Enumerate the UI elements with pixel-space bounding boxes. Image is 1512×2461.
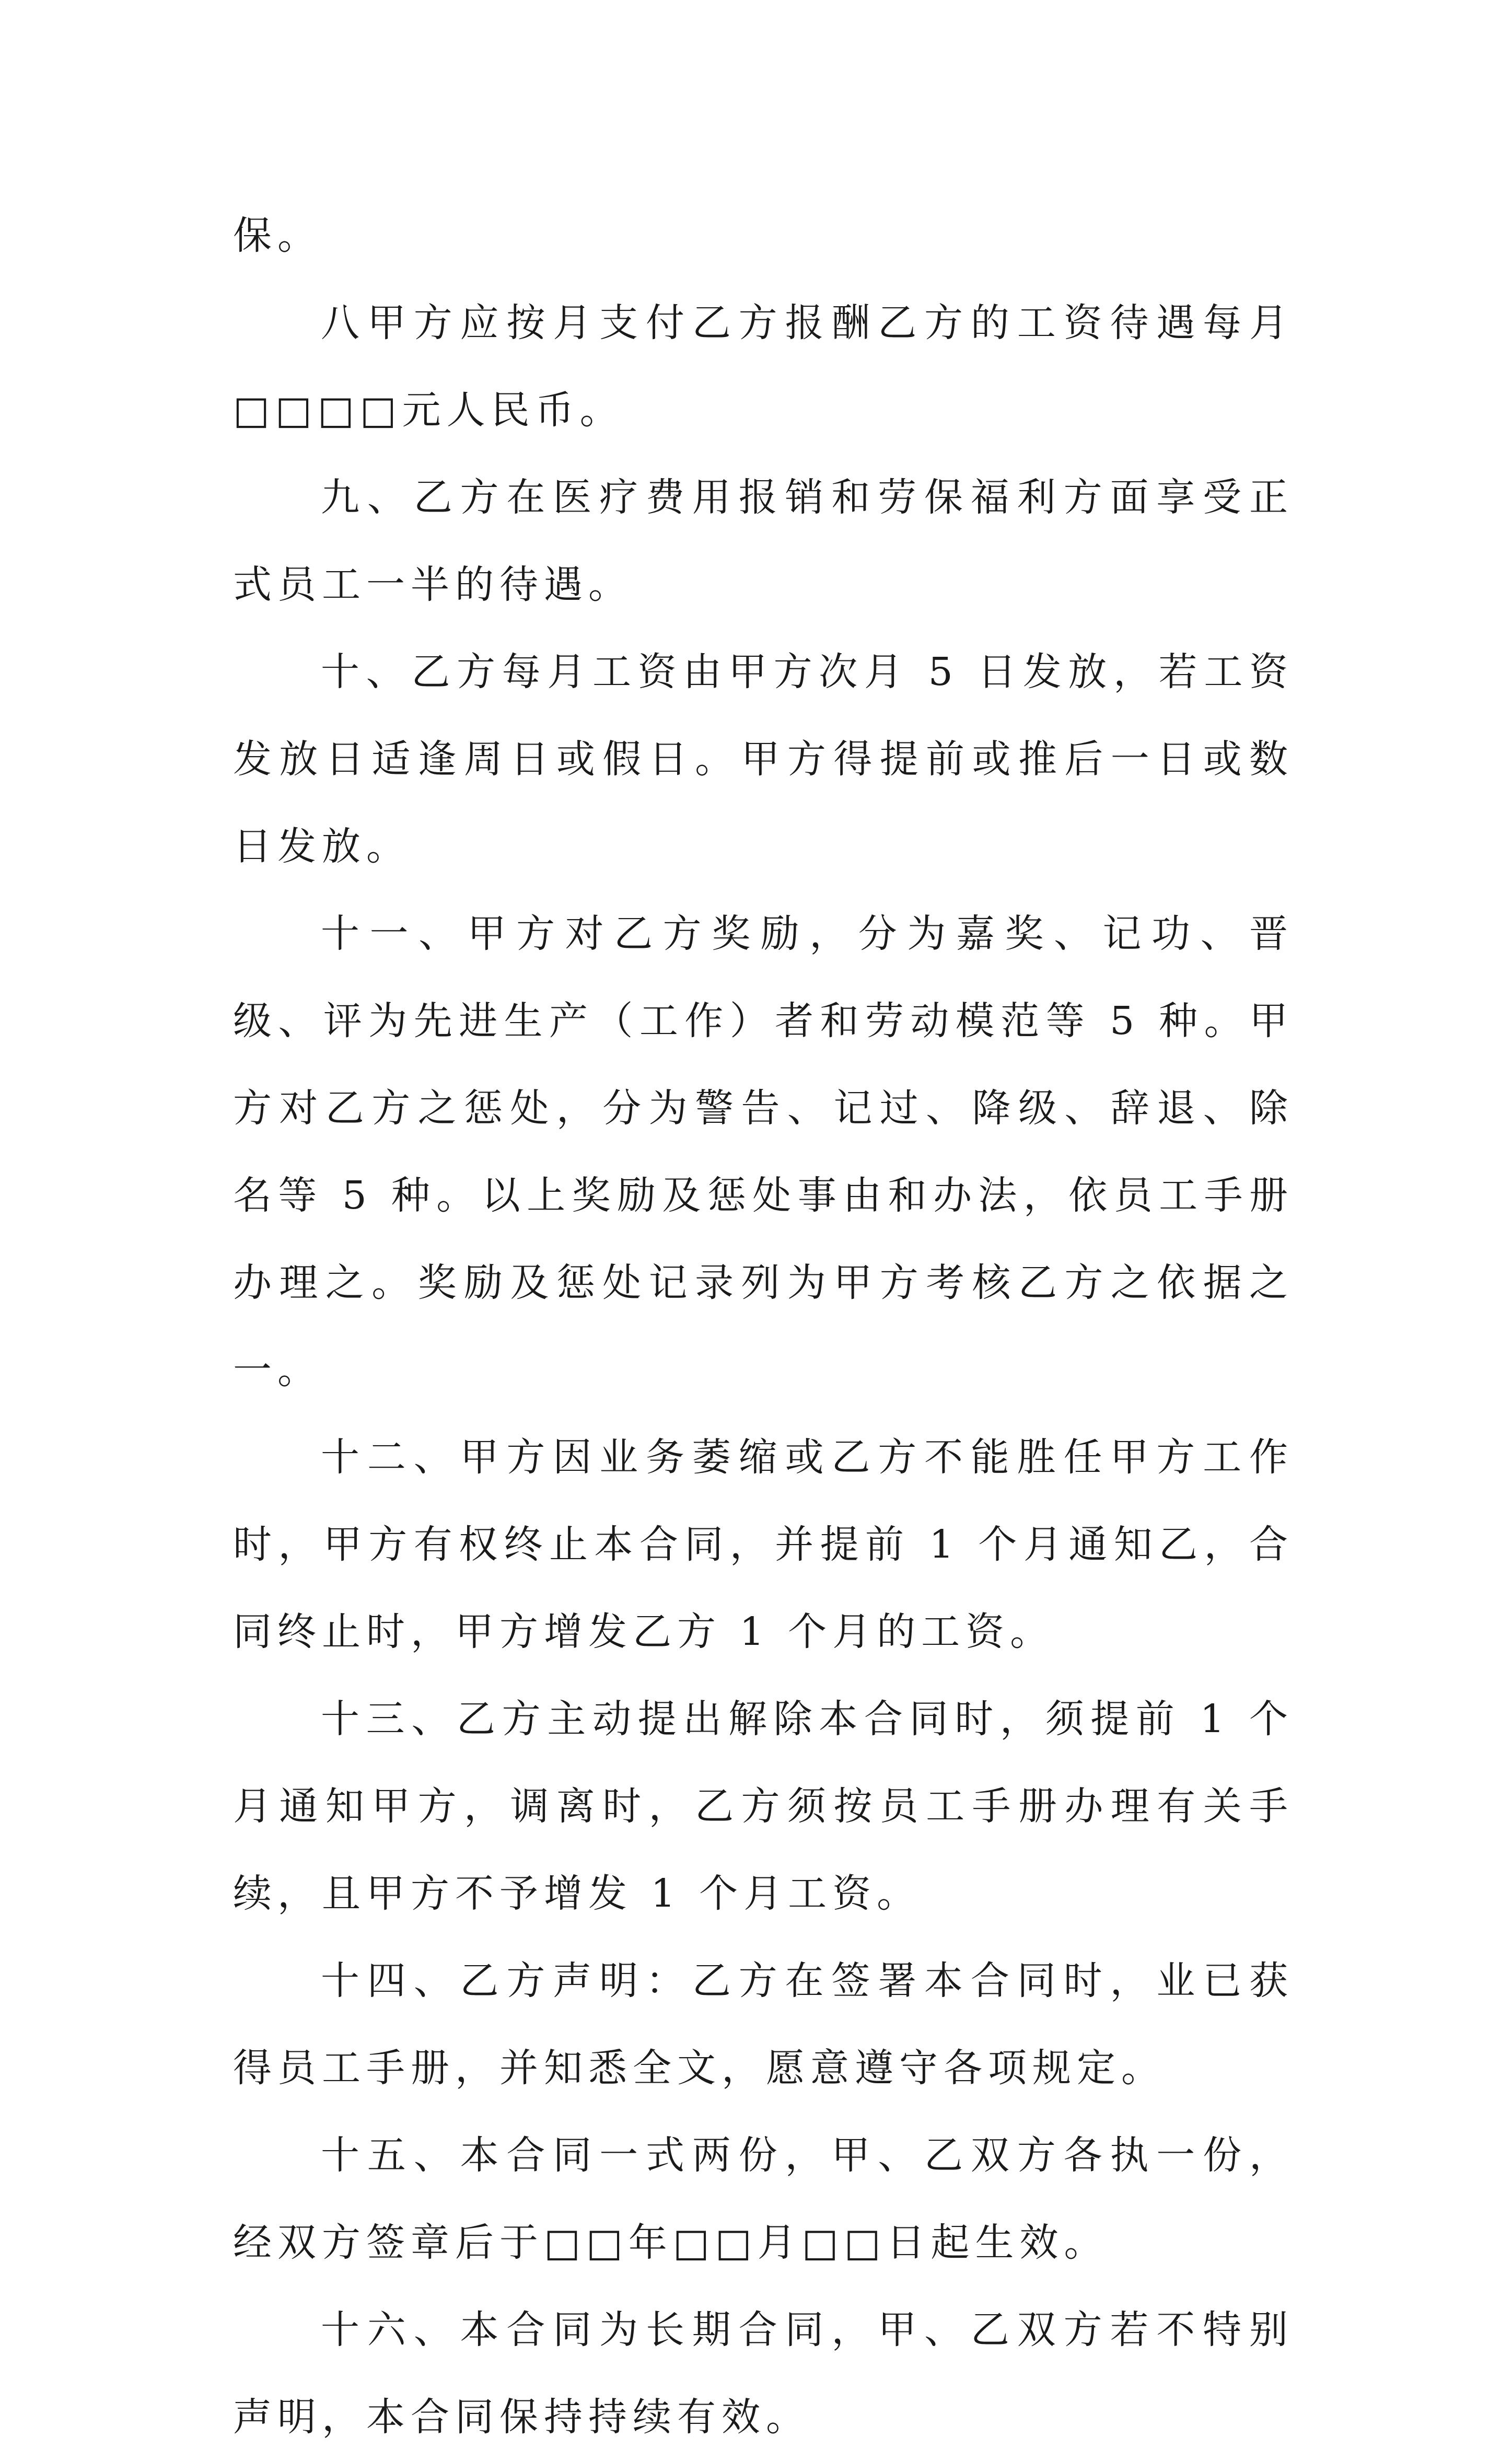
clause-11: 十一、甲方对乙方奖励，分为嘉奖、记功、晋级、评为先进生产（工作）者和劳动模范等 5 种。甲方对乙方之惩处，分为警告、记过、降级、辞退、除名等 5 种。以上奖励及惩处事由和办法，依员工手册办理之。奖励及惩处记录列为甲方考核乙方之依据之一。	[233, 911, 1294, 1392]
clause-14: 十四、乙方声明：乙方在签署本合同时，业已获得员工手册，并知悉全文，愿意遵守各项规定。	[233, 1958, 1294, 2091]
clause-15: 十五、本合同一式两份，甲、乙双方各执一份，经双方签章后于□□年□□月□□日起生效。	[233, 2133, 1294, 2265]
clause-8: 八甲方应按月支付乙方报酬乙方的工资待遇每月□□□□元人民币。	[233, 300, 1294, 433]
clause-16: 十六、本合同为长期合同，甲、乙双方若不特别声明，本合同保持持续有效。	[233, 2307, 1294, 2440]
clause-9: 九、乙方在医疗费用报销和劳保福利方面享受正式员工一半的待遇。	[233, 475, 1294, 607]
clause-10: 十、乙方每月工资由甲方次月 5 日发放，若工资发放日适逢周日或假日。甲方得提前或推后一日或数日发放。	[233, 649, 1294, 869]
clause-13: 十三、乙方主动提出解除本合同时，须提前 1 个月通知甲方，调离时，乙方须按员工手册办理有关手续，且甲方不予增发 1 个月工资。	[233, 1697, 1294, 1916]
paragraph-continuation: 保。	[233, 213, 322, 258]
clause-12: 十二、甲方因业务萎缩或乙方不能胜任甲方工作时，甲方有权终止本合同，并提前 1 个月通知乙，合同终止时，甲方增发乙方 1 个月的工资。	[233, 1435, 1294, 1654]
document-body	[233, 192, 1294, 2461]
